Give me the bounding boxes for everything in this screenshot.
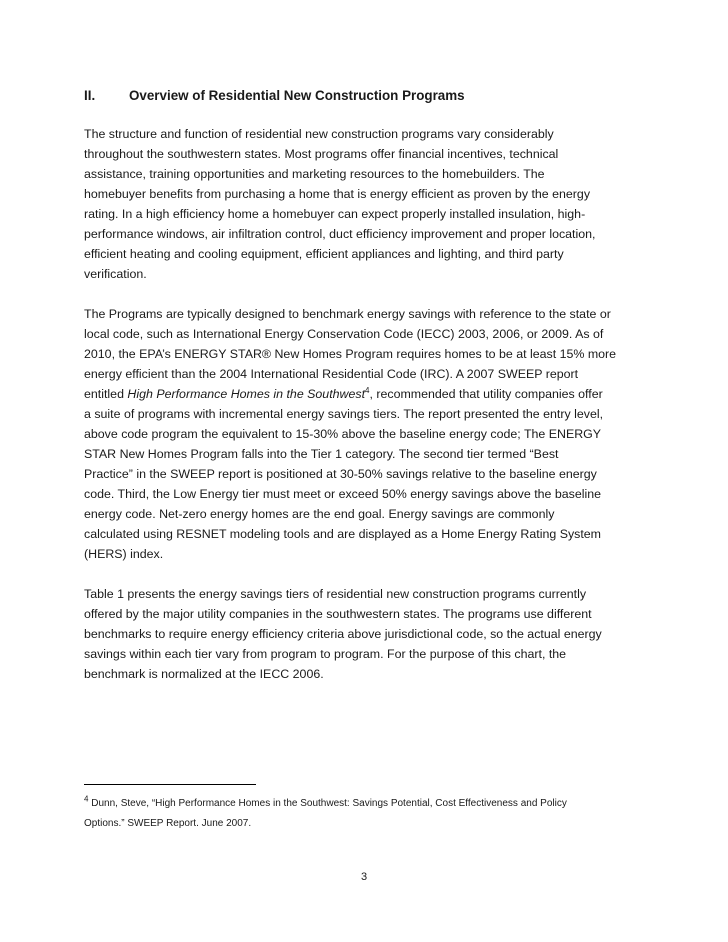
text-line: 2010, the EPA’s ENERGY STAR® New Homes Program requires homes to be at least 15% more [84,347,617,361]
text-line: rating. In a high efficiency home a homebuyer can expect properly installed insulation, high- [84,207,586,221]
footnote [84,794,654,834]
footnote-divider [84,784,256,785]
text-fragment: entitled [84,387,128,401]
paragraph-benchmark-tiers [84,304,654,564]
paragraph-table-intro [84,584,654,684]
section-number: II. [84,88,96,103]
page-number: 3 [360,871,368,883]
text-line: benchmarks to require energy efficiency criteria above jurisdictional code, so the actual energy [84,627,602,641]
text-line: The Programs are typically designed to benchmark energy savings with reference to the state or [84,307,611,321]
document-body [84,86,654,684]
paragraph-program-structure [84,124,654,284]
text-line: homebuyer benefits from purchasing a home that is energy efficient as proven by the energy [84,187,591,201]
text-fragment: , recommended that utility companies offer [369,387,603,401]
report-title-italic: High Performance Homes in the Southwest [127,387,366,401]
text-line: calculated using RESNET modeling tools and are displayed as a Home Energy Rating System [84,527,602,541]
text-line: assistance, training opportunities and marketing resources to the homebuilders. The [84,167,545,181]
text-line: a suite of programs with incremental energy savings tiers. The report presented the entry level, [84,407,604,421]
footnote-marker: 4 [84,794,89,804]
text-line: performance windows, air infiltration control, duct efficiency improvement and proper location, [84,227,596,241]
text-line: offered by the major utility companies in the southwestern states. The programs use different [84,607,592,621]
footnote-line [84,794,654,814]
footnote-line: Options.” SWEEP Report. June 2007. [84,818,252,829]
text-line-with-citation [84,384,654,404]
text-line: Practice” in the SWEEP report is positioned at 30-50% savings relative to the baseline energy [84,467,597,481]
text-line: benchmark is normalized at the IECC 2006. [84,667,324,681]
section-title: Overview of Residential New Construction Programs [129,88,465,103]
text-line: STAR New Homes Program falls into the Tier 1 category. The second tier termed “Best [84,447,559,461]
footnote-text: Dunn, Steve, “High Performance Homes in the Southwest: Savings Potential, Cost Effectiveness and Policy [88,798,567,809]
text-line: above code program the equivalent to 15-30% above the baseline energy code; The ENERGY [84,427,602,441]
text-line: (HERS) index. [84,547,164,561]
text-line: local code, such as International Energy Conservation Code (IECC) 2003, 2006, or 2009. As of [84,327,604,341]
text-line: energy code. Net-zero energy homes are the end goal. Energy savings are commonly [84,507,555,521]
text-line: verification. [84,267,147,281]
text-line: efficient heating and cooling equipment, efficient appliances and lighting, and third party [84,247,564,261]
text-line: energy efficient than the 2004 International Residential Code (IRC). A 2007 SWEEP report [84,367,579,381]
text-line: code. Third, the Low Energy tier must meet or exceed 50% energy savings above the baseline [84,487,602,501]
section-heading [84,86,654,106]
text-line: The structure and function of residential new construction programs vary considerably [84,127,554,141]
footnote-reference[interactable]: 4 [365,385,370,395]
text-line: savings within each tier vary from program to program. For the purpose of this chart, the [84,647,567,661]
text-line: Table 1 presents the energy savings tiers of residential new construction programs currently [84,587,587,601]
text-line: throughout the southwestern states. Most programs offer financial incentives, technical [84,147,559,161]
